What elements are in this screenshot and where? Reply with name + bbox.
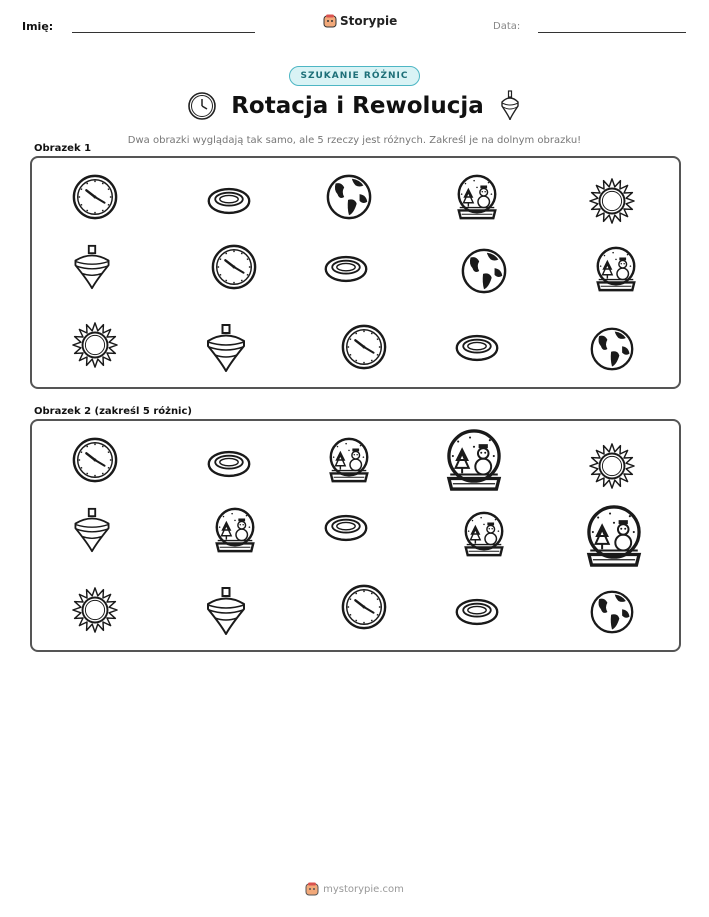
snow-globe-icon bbox=[211, 506, 259, 554]
sun-icon bbox=[71, 321, 119, 369]
worksheet-type-badge: SZUKANIE RÓŻNIC bbox=[289, 66, 419, 86]
spinning-top-icon bbox=[201, 323, 251, 373]
ring-icon bbox=[206, 441, 252, 487]
ring-icon bbox=[323, 505, 369, 551]
ring-icon bbox=[454, 589, 500, 635]
brand-name: Storypie bbox=[340, 14, 398, 28]
clock-icon bbox=[340, 583, 388, 631]
snow-globe-icon bbox=[441, 427, 507, 493]
clock-icon bbox=[187, 91, 217, 121]
snow-globe-icon bbox=[325, 436, 373, 484]
date-label: Data: bbox=[493, 21, 521, 32]
snow-globe-icon bbox=[581, 503, 647, 569]
clock-icon bbox=[210, 243, 258, 291]
name-label: Imię: bbox=[22, 20, 54, 33]
storypie-logo-icon bbox=[323, 14, 337, 28]
snow-globe-icon bbox=[592, 245, 640, 293]
date-field[interactable] bbox=[538, 32, 686, 33]
clock-icon bbox=[71, 173, 119, 221]
instructions-text: Dwa obrazki wyglądają tak samo, ale 5 rzeczy jest różnych. Zakreśl je na dolnym obrazku! bbox=[127, 135, 582, 146]
snow-globe-icon bbox=[453, 173, 501, 221]
ring-icon bbox=[323, 246, 369, 292]
clock-icon bbox=[71, 436, 119, 484]
globe-icon bbox=[589, 589, 635, 635]
sun-icon bbox=[588, 177, 636, 225]
spinning-top-icon bbox=[69, 244, 115, 290]
spinning-top-icon bbox=[69, 507, 115, 553]
spinning-top-icon bbox=[498, 90, 522, 122]
globe-icon bbox=[589, 326, 635, 372]
footer-url: mystorypie.com bbox=[323, 883, 404, 895]
ring-icon bbox=[454, 325, 500, 371]
globe-icon bbox=[325, 173, 373, 221]
brand-logo bbox=[323, 14, 397, 28]
sun-icon bbox=[588, 442, 636, 490]
ring-icon bbox=[206, 178, 252, 224]
storypie-logo-icon bbox=[305, 882, 319, 896]
footer bbox=[0, 882, 709, 896]
sun-icon bbox=[71, 586, 119, 634]
snow-globe-icon bbox=[460, 510, 508, 558]
globe-icon bbox=[460, 247, 508, 295]
picture-1-label: Obrazek 1 bbox=[34, 143, 92, 154]
spinning-top-icon bbox=[201, 586, 251, 636]
clock-icon bbox=[340, 323, 388, 371]
picture-2-label: Obrazek 2 (zakreśl 5 różnic) bbox=[34, 406, 192, 417]
page-title: Rotacja i Rewolucja bbox=[231, 93, 484, 119]
name-field[interactable] bbox=[72, 32, 255, 33]
